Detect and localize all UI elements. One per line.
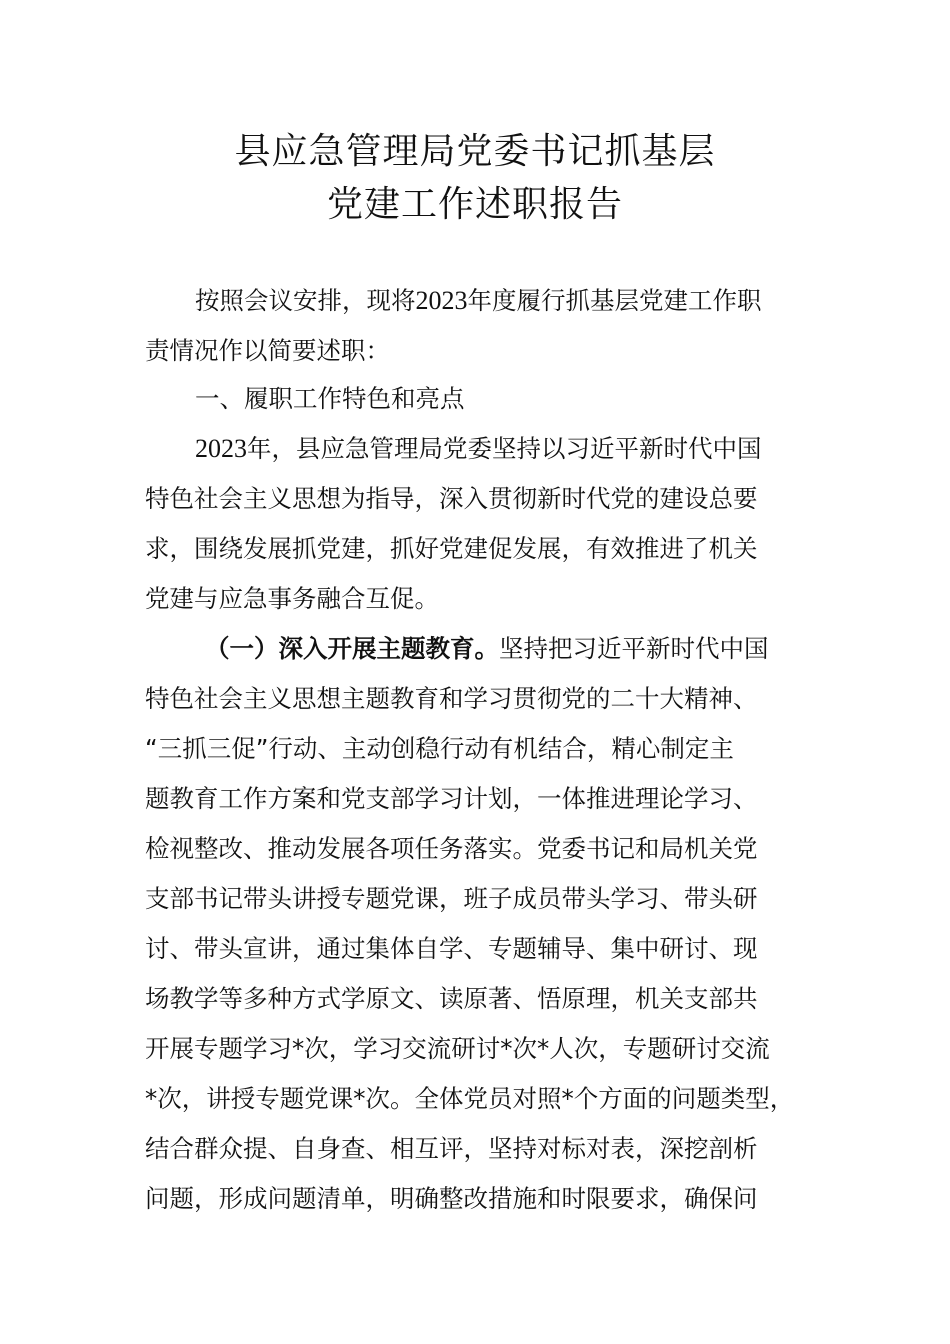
section-1-heading: 一、履职工作特色和亮点 (195, 384, 465, 413)
paragraph-1-text-a: 按照会议安排，现将 (195, 286, 416, 315)
paragraph-3-line-7: 讨、带头宣讲，通过集体自学、专题辅导、集中研讨、现 (145, 934, 758, 963)
paragraph-3-line-1 (145, 624, 895, 674)
paragraph-3-line-11: 结合群众提、自身查、相互评，坚持对标对表，深挖剖析 (145, 1134, 758, 1163)
document-title-line-2: 党建工作述职报告 (326, 184, 623, 225)
paragraph-2-text: 年，县应急管理局党委坚持以习近平新时代中国 (247, 434, 762, 463)
document-title-line-1: 县应急管理局党委书记抓基层 (234, 131, 716, 172)
paragraph-3-text: 坚持把习近平新时代中国 (499, 634, 769, 663)
paragraph-3-line-5: 检视整改、推动发展各项任务落实。党委书记和局机关党 (145, 834, 758, 863)
paragraph-2-line-4: 党建与应急事务融合互促。 (145, 584, 439, 613)
paragraph-1-text-b: 年度履行抓基层党建工作职 (467, 286, 762, 315)
paragraph-3-line-6: 支部书记带头讲授专题党课，班子成员带头学习、带头研 (145, 884, 758, 913)
paragraph-3-line-4: 题教育工作方案和党支部学习计划，一体推进理论学习、 (145, 784, 758, 813)
paragraph-3-line-8: 场教学等多种方式学原文、读原著、悟原理，机关支部共 (145, 984, 758, 1013)
paragraph-3-line-3: “三抓三促”行动、主动创稳行动有机结合，精心制定主 (145, 734, 734, 763)
paragraph-2-line-3: 求，围绕发展抓党建，抓好党建促发展，有效推进了机关 (145, 534, 758, 563)
paragraph-1-line-2: 责情况作以简要述职： (145, 336, 390, 365)
paragraph-3-line-2: 特色社会主义思想主题教育和学习贯彻党的二十大精神、 (145, 684, 758, 713)
paragraph-2-line-2: 特色社会主义思想为指导，深入贯彻新时代党的建设总要 (145, 484, 758, 513)
paragraph-1-year: 2023 (415, 286, 468, 315)
paragraph-3-bold-lead: （一）深入开展主题教育。 (205, 634, 499, 663)
paragraph-2-year: 2023 (195, 434, 247, 463)
paragraph-3-line-10: *次，讲授专题党课*次。全体党员对照*个方面的问题类型， (145, 1084, 795, 1113)
paragraph-1-line-1 (145, 276, 885, 326)
paragraph-2-line-1 (145, 424, 885, 474)
paragraph-3-line-9: 开展专题学习*次，学习交流研讨*次*人次，专题研讨交流 (145, 1034, 770, 1063)
paragraph-3-line-12: 问题，形成问题清单，明确整改措施和时限要求，确保问 (145, 1184, 758, 1213)
